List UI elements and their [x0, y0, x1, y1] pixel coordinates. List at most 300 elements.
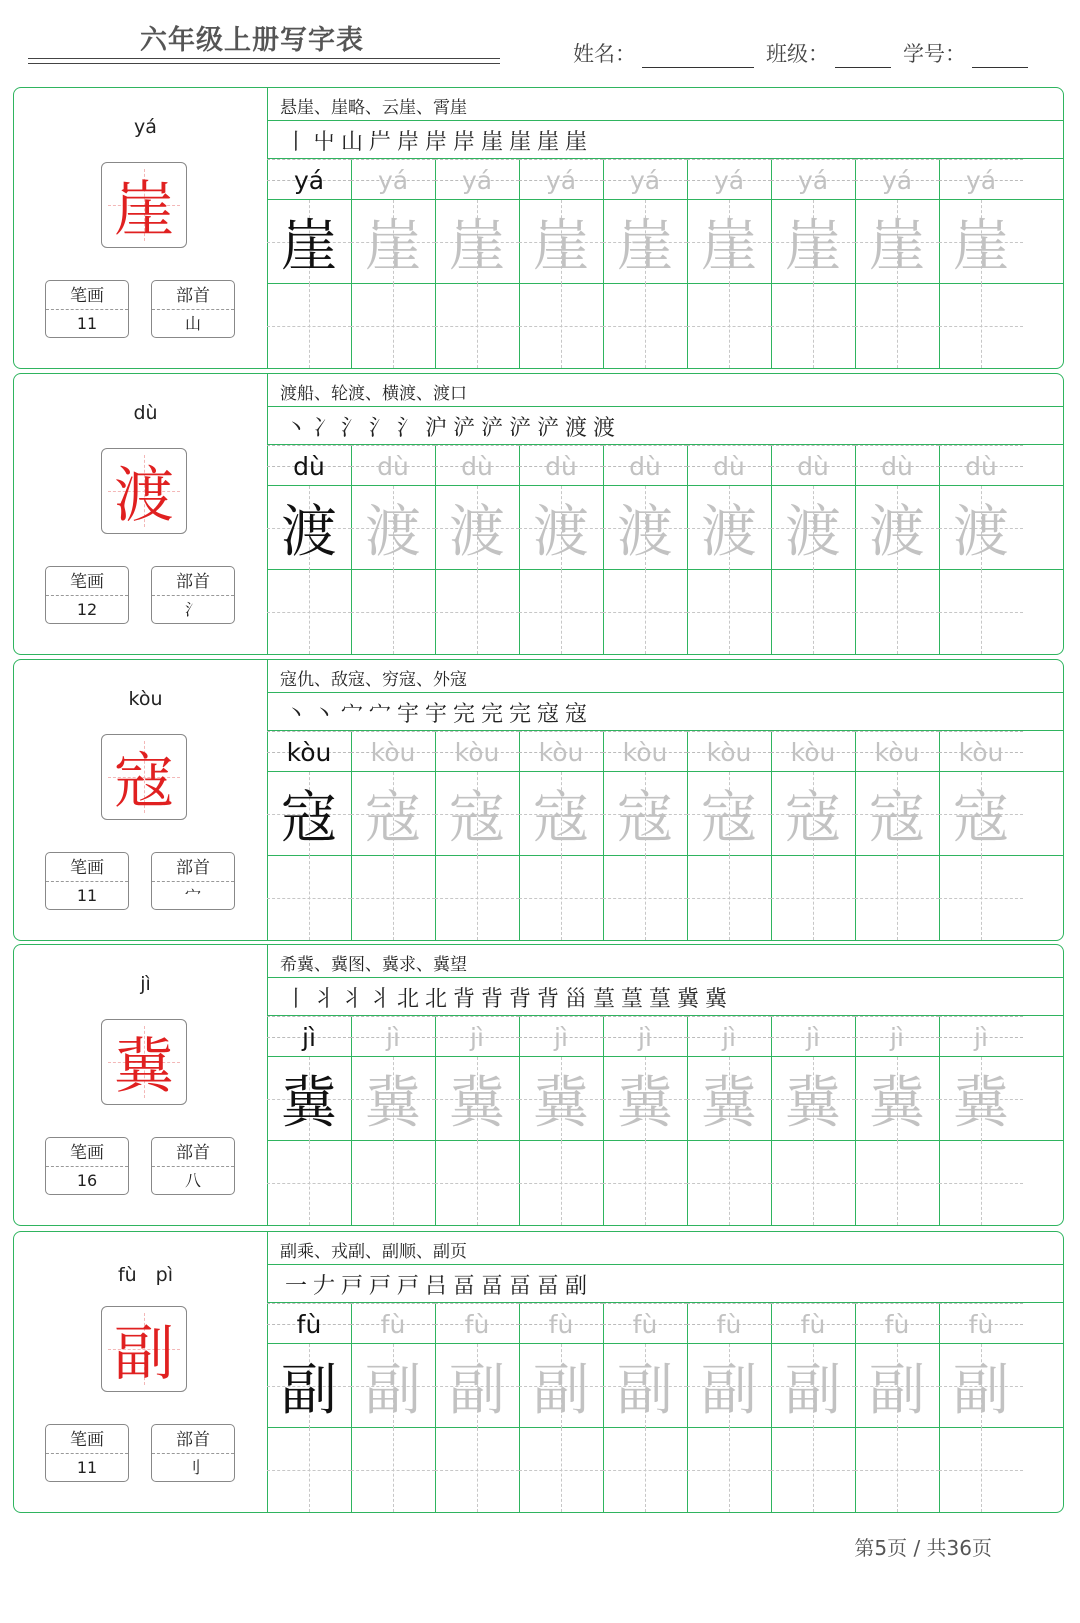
pinyin-practice-cell[interactable]	[435, 159, 519, 200]
stroke-step: 崖	[480, 130, 503, 155]
pinyin-practice-cell[interactable]	[939, 1303, 1023, 1344]
stroke-count-box	[45, 852, 129, 910]
blank-practice-cell[interactable]	[435, 1428, 519, 1512]
character-practice-cell[interactable]	[603, 1057, 687, 1141]
radical-label: 部首	[152, 1138, 234, 1167]
radical-box	[151, 852, 235, 910]
pinyin-trace: yá	[545, 166, 577, 195]
radical-box	[151, 1424, 235, 1482]
blank-practice-cell[interactable]	[435, 284, 519, 368]
radical-value: 山	[184, 314, 201, 333]
blank-practice-cell[interactable]	[351, 284, 435, 368]
character-practice-cell[interactable]	[939, 486, 1023, 570]
main-character: 冀	[114, 1032, 174, 1102]
stroke-step: 冀	[704, 987, 727, 1012]
character-trace: 副	[701, 1358, 757, 1423]
pinyin-practice-cell[interactable]	[687, 1016, 771, 1057]
character-practice-cell[interactable]	[351, 200, 435, 284]
blank-practice-cell[interactable]	[267, 1428, 351, 1512]
character-trace: 冀	[869, 1071, 925, 1136]
stroke-step: 岸	[396, 130, 419, 155]
character-practice-cell[interactable]	[939, 1057, 1023, 1141]
character-practice-cell[interactable]	[855, 1344, 939, 1428]
blank-practice-cell[interactable]	[771, 284, 855, 368]
character-card	[13, 1231, 1064, 1513]
blank-practice-cell[interactable]	[687, 284, 771, 368]
character-practice-cell[interactable]	[687, 200, 771, 284]
main-character: 渡	[114, 461, 174, 531]
pinyin-practice-cell[interactable]	[519, 1303, 603, 1344]
pinyin-practice-cell[interactable]	[687, 731, 771, 772]
stroke-step: 北	[424, 987, 447, 1012]
character-practice-cell[interactable]	[687, 1057, 771, 1141]
pinyin-practice-cell[interactable]	[267, 445, 351, 486]
word-examples: 寇仇、敌寇、穷寇、外寇	[280, 670, 467, 690]
character-practice-cell[interactable]	[267, 772, 351, 856]
character-trace: 副	[785, 1358, 841, 1423]
word-examples: 希冀、冀图、冀求、冀望	[280, 955, 467, 975]
stroke-count-value: 11	[76, 886, 98, 905]
pinyin-practice-cell[interactable]	[939, 445, 1023, 486]
pinyin-trace: yá	[965, 166, 997, 195]
pinyin-trace: dù	[629, 452, 661, 481]
character-trace: 渡	[953, 500, 1009, 565]
pinyin-practice-cell[interactable]	[603, 445, 687, 486]
stroke-count-box	[45, 280, 129, 338]
row-line	[267, 1264, 1063, 1265]
radical-value: 刂	[184, 1458, 201, 1477]
blank-practice-cell[interactable]	[435, 1141, 519, 1225]
pinyin-trace: jì	[806, 1023, 820, 1052]
stroke-step: 丬	[340, 987, 363, 1012]
stroke-step: 完	[508, 702, 531, 727]
character-trace: 副	[617, 1358, 673, 1423]
character-trace: 渡	[617, 500, 673, 565]
stroke-order	[282, 979, 730, 1013]
blank-practice-cell[interactable]	[855, 284, 939, 368]
pinyin-practice-cell[interactable]	[855, 1303, 939, 1344]
pinyin-trace: kòu	[622, 738, 668, 767]
stroke-step: 背	[536, 987, 559, 1012]
character-practice-cell[interactable]	[519, 1057, 603, 1141]
pinyin-practice-cell[interactable]	[519, 159, 603, 200]
character-practice-cell[interactable]	[435, 200, 519, 284]
stroke-step: 完	[480, 702, 503, 727]
character-info-panel	[14, 374, 277, 654]
pinyin-practice-cell[interactable]	[939, 159, 1023, 200]
character-practice-cell[interactable]	[855, 486, 939, 570]
stroke-step: 副	[564, 1274, 587, 1299]
stroke-count-box	[45, 566, 129, 624]
name-label: 姓名：	[573, 42, 636, 66]
stroke-step: 浐	[480, 416, 503, 441]
pinyin-trace: kòu	[454, 738, 500, 767]
pinyin-trace: yá	[293, 166, 325, 195]
character-trace: 寇	[701, 786, 757, 851]
character-practice-cell[interactable]	[351, 772, 435, 856]
pinyin-practice-cell[interactable]	[267, 1303, 351, 1344]
pinyin-practice-cell[interactable]	[771, 1016, 855, 1057]
character-practice-cell[interactable]	[267, 486, 351, 570]
stroke-count-label: 笔画	[46, 1138, 128, 1167]
pinyin-practice-cell[interactable]	[267, 1016, 351, 1057]
stroke-step: 宀	[340, 702, 363, 727]
pinyin-practice-cell[interactable]	[771, 445, 855, 486]
pinyin-trace: yá	[797, 166, 829, 195]
character-practice-cell[interactable]	[435, 1057, 519, 1141]
name-blank[interactable]	[642, 43, 754, 68]
stroke-step: 丨	[284, 130, 307, 155]
pinyin-practice-cell[interactable]	[939, 731, 1023, 772]
character-practice-cell[interactable]	[771, 486, 855, 570]
pinyin-practice-cell[interactable]	[267, 731, 351, 772]
pinyin-trace: dù	[293, 452, 325, 481]
stroke-count-box	[45, 1424, 129, 1482]
character-card	[13, 87, 1064, 369]
blank-practice-cell[interactable]	[855, 570, 939, 654]
row-line	[267, 406, 1063, 407]
pinyin-practice-cell[interactable]	[519, 1016, 603, 1057]
pinyin-practice-cell[interactable]	[519, 445, 603, 486]
blank-practice-cell[interactable]	[351, 1141, 435, 1225]
pinyin-practice-cell[interactable]	[435, 1016, 519, 1057]
pinyin-trace: fù	[968, 1310, 994, 1339]
word-examples: 副乘、戎副、副顺、副页	[280, 1242, 467, 1262]
stroke-order	[282, 408, 618, 442]
blank-practice-cell[interactable]	[267, 284, 351, 368]
pinyin-practice-cell[interactable]	[603, 1303, 687, 1344]
blank-practice-cell[interactable]	[687, 1141, 771, 1225]
pinyin-practice-cell[interactable]	[351, 1303, 435, 1344]
character-practice-cell[interactable]	[519, 486, 603, 570]
pinyin-practice-cell[interactable]	[603, 159, 687, 200]
blank-practice-cell[interactable]	[267, 570, 351, 654]
character-practice-cell[interactable]	[687, 772, 771, 856]
class-blank[interactable]	[835, 43, 891, 68]
character-info-panel	[14, 88, 277, 368]
blank-practice-cell[interactable]	[687, 1428, 771, 1512]
stroke-step: 畐	[536, 1274, 559, 1299]
blank-practice-cell[interactable]	[267, 1141, 351, 1225]
character-display-box	[101, 448, 187, 534]
character-trace: 渡	[449, 500, 505, 565]
pinyin-trace: dù	[797, 452, 829, 481]
stroke-step: 戸	[368, 1274, 391, 1299]
pinyin-trace: kòu	[790, 738, 836, 767]
character-practice-cell[interactable]	[771, 200, 855, 284]
blank-practice-cell[interactable]	[435, 570, 519, 654]
pinyin-practice-cell[interactable]	[771, 1303, 855, 1344]
pinyin-label: yá	[134, 116, 157, 138]
blank-practice-cell[interactable]	[603, 284, 687, 368]
main-character: 副	[114, 1319, 174, 1389]
row-line	[267, 977, 1063, 978]
pinyin-trace: kòu	[538, 738, 584, 767]
pinyin-trace: dù	[965, 452, 997, 481]
stroke-step: 吕	[424, 1274, 447, 1299]
character-practice-cell[interactable]	[267, 200, 351, 284]
blank-practice-cell[interactable]	[519, 570, 603, 654]
character-practice-cell[interactable]	[351, 1057, 435, 1141]
pinyin-trace: kòu	[706, 738, 752, 767]
pinyin-practice-cell[interactable]	[855, 159, 939, 200]
pinyin-practice-cell[interactable]	[435, 1303, 519, 1344]
stroke-step: 一	[284, 1274, 307, 1299]
pinyin-trace: fù	[464, 1310, 490, 1339]
pinyin-trace: jì	[554, 1023, 568, 1052]
stroke-step: 氵	[368, 416, 391, 441]
stroke-step: 北	[396, 987, 419, 1012]
pinyin-label: kòu	[128, 688, 163, 710]
character-trace: 崖	[701, 214, 757, 279]
character-trace: 副	[953, 1358, 1009, 1423]
stroke-step: 背	[508, 987, 531, 1012]
student-id-label: 学号：	[903, 42, 966, 66]
page-number: 第5页 / 共36页	[854, 1536, 992, 1560]
character-trace: 副	[365, 1358, 421, 1423]
blank-practice-cell[interactable]	[771, 1141, 855, 1225]
blank-practice-cell[interactable]	[855, 1428, 939, 1512]
character-practice-cell[interactable]	[771, 1344, 855, 1428]
blank-practice-cell[interactable]	[939, 284, 1023, 368]
pinyin-practice-cell[interactable]	[351, 445, 435, 486]
pinyin-trace: jì	[722, 1023, 736, 1052]
class-field[interactable]	[766, 38, 891, 68]
blank-practice-cell[interactable]	[687, 570, 771, 654]
pinyin-practice-cell[interactable]	[351, 731, 435, 772]
blank-practice-cell[interactable]	[351, 856, 435, 940]
pinyin-trace: dù	[377, 452, 409, 481]
blank-practice-cell[interactable]	[519, 856, 603, 940]
blank-practice-cell[interactable]	[939, 856, 1023, 940]
character-trace: 冀	[953, 1071, 1009, 1136]
pinyin-trace: jì	[638, 1023, 652, 1052]
pinyin-practice-cell[interactable]	[771, 159, 855, 200]
character-practice-cell[interactable]	[603, 200, 687, 284]
character-trace: 崖	[533, 214, 589, 279]
blank-practice-cell[interactable]	[771, 570, 855, 654]
stroke-count-label: 笔画	[46, 853, 128, 882]
character-practice-cell[interactable]	[939, 772, 1023, 856]
word-examples: 渡船、轮渡、横渡、渡口	[280, 384, 467, 404]
stroke-step: 葟	[592, 987, 615, 1012]
pinyin-practice-cell[interactable]	[771, 731, 855, 772]
stroke-count-box	[45, 1137, 129, 1195]
character-trace: 寇	[281, 786, 337, 851]
character-trace: 渡	[365, 500, 421, 565]
blank-practice-cell[interactable]	[603, 1428, 687, 1512]
pinyin-practice-cell[interactable]	[855, 1016, 939, 1057]
character-practice-cell[interactable]	[267, 1057, 351, 1141]
stroke-step: 崖	[536, 130, 559, 155]
stroke-step: 冀	[676, 987, 699, 1012]
character-trace: 崖	[953, 214, 1009, 279]
blank-practice-cell[interactable]	[351, 1428, 435, 1512]
character-display-box	[101, 1019, 187, 1105]
pinyin-practice-cell[interactable]	[603, 1016, 687, 1057]
pinyin-practice-cell[interactable]	[603, 731, 687, 772]
radical-value: 宀	[184, 886, 201, 905]
character-practice-cell[interactable]	[351, 486, 435, 570]
character-practice-cell[interactable]	[603, 772, 687, 856]
character-trace: 渡	[701, 500, 757, 565]
character-practice-cell[interactable]	[519, 772, 603, 856]
pinyin-practice-cell[interactable]	[855, 731, 939, 772]
stroke-step: 山	[340, 130, 363, 155]
blank-practice-cell[interactable]	[939, 1428, 1023, 1512]
pinyin-practice-cell[interactable]	[687, 1303, 771, 1344]
stroke-step: 畐	[480, 1274, 503, 1299]
character-info-panel	[14, 660, 277, 940]
character-trace: 寇	[365, 786, 421, 851]
pinyin-practice-cell[interactable]	[351, 1016, 435, 1057]
pinyin-practice-cell[interactable]	[351, 159, 435, 200]
character-practice-cell[interactable]	[939, 1344, 1023, 1428]
stroke-step: 屮	[312, 130, 335, 155]
stroke-step: 丨	[284, 987, 307, 1012]
radical-value: 八	[184, 1171, 201, 1190]
character-practice-cell[interactable]	[771, 772, 855, 856]
blank-practice-cell[interactable]	[855, 856, 939, 940]
blank-practice-cell[interactable]	[771, 1428, 855, 1512]
character-practice-cell[interactable]	[435, 772, 519, 856]
main-character: 崖	[114, 175, 174, 245]
pinyin-practice-cell[interactable]	[687, 445, 771, 486]
pinyin-practice-cell[interactable]	[855, 445, 939, 486]
pinyin-trace: fù	[380, 1310, 406, 1339]
character-trace: 崖	[869, 214, 925, 279]
blank-practice-cell[interactable]	[603, 570, 687, 654]
character-practice-cell[interactable]	[855, 200, 939, 284]
main-character: 寇	[114, 747, 174, 817]
row-line	[267, 692, 1063, 693]
pinyin-trace: kòu	[286, 738, 332, 767]
character-practice-cell[interactable]	[855, 772, 939, 856]
stroke-step: 渡	[564, 416, 587, 441]
pinyin-trace: jì	[974, 1023, 988, 1052]
character-trace: 崖	[449, 214, 505, 279]
stroke-step: 浐	[508, 416, 531, 441]
character-practice-cell[interactable]	[519, 200, 603, 284]
pinyin-practice-cell[interactable]	[435, 445, 519, 486]
pinyin-trace: fù	[884, 1310, 910, 1339]
character-trace: 冀	[281, 1071, 337, 1136]
word-examples: 悬崖、崖略、云崖、霄崖	[280, 98, 467, 118]
student-id-blank[interactable]	[972, 43, 1028, 68]
blank-practice-cell[interactable]	[603, 1141, 687, 1225]
character-trace: 冀	[617, 1071, 673, 1136]
character-trace: 寇	[785, 786, 841, 851]
blank-practice-cell[interactable]	[519, 284, 603, 368]
character-trace: 寇	[953, 786, 1009, 851]
blank-practice-cell[interactable]	[435, 856, 519, 940]
pinyin-trace: yá	[377, 166, 409, 195]
character-trace: 崖	[365, 214, 421, 279]
radical-label: 部首	[152, 1425, 234, 1454]
character-practice-cell[interactable]	[603, 486, 687, 570]
stroke-step: 寇	[564, 702, 587, 727]
character-practice-cell[interactable]	[435, 1344, 519, 1428]
character-practice-cell[interactable]	[351, 1344, 435, 1428]
character-practice-cell[interactable]	[687, 1344, 771, 1428]
stroke-step: 丬	[312, 987, 335, 1012]
stroke-step: 岸	[452, 130, 475, 155]
blank-practice-cell[interactable]	[939, 1141, 1023, 1225]
blank-practice-cell[interactable]	[855, 1141, 939, 1225]
character-trace: 崖	[785, 214, 841, 279]
stroke-step: 畐	[508, 1274, 531, 1299]
stroke-count-value: 11	[76, 1458, 98, 1477]
character-trace: 冀	[449, 1071, 505, 1136]
pinyin-trace: kòu	[958, 738, 1004, 767]
blank-practice-cell[interactable]	[771, 856, 855, 940]
character-practice-cell[interactable]	[603, 1344, 687, 1428]
pinyin-practice-cell[interactable]	[267, 159, 351, 200]
character-trace: 冀	[701, 1071, 757, 1136]
character-practice-cell[interactable]	[519, 1344, 603, 1428]
blank-practice-cell[interactable]	[519, 1428, 603, 1512]
stroke-step: 戸	[396, 1274, 419, 1299]
blank-practice-cell[interactable]	[267, 856, 351, 940]
pinyin-trace: yá	[713, 166, 745, 195]
blank-practice-cell[interactable]	[687, 856, 771, 940]
pinyin-trace: fù	[716, 1310, 742, 1339]
stroke-step: 沪	[424, 416, 447, 441]
character-practice-cell[interactable]	[687, 486, 771, 570]
stroke-step: 宇	[396, 702, 419, 727]
radical-label: 部首	[152, 281, 234, 310]
pinyin-label: dù	[133, 402, 158, 424]
character-practice-cell[interactable]	[939, 200, 1023, 284]
blank-practice-cell[interactable]	[351, 570, 435, 654]
name-field[interactable]	[573, 38, 754, 68]
character-trace: 崖	[281, 214, 337, 279]
stroke-step: 𠂇	[312, 1274, 335, 1299]
character-practice-cell[interactable]	[855, 1057, 939, 1141]
pinyin-practice-cell[interactable]	[519, 731, 603, 772]
blank-practice-cell[interactable]	[519, 1141, 603, 1225]
row-line	[267, 120, 1063, 121]
character-trace: 崖	[617, 214, 673, 279]
student-id-field[interactable]	[903, 38, 1028, 68]
radical-value: 氵	[184, 600, 201, 619]
stroke-step: 浐	[536, 416, 559, 441]
pinyin-practice-cell[interactable]	[939, 1016, 1023, 1057]
character-practice-cell[interactable]	[771, 1057, 855, 1141]
character-trace: 寇	[533, 786, 589, 851]
pinyin-practice-cell[interactable]	[435, 731, 519, 772]
stroke-step: 宀	[368, 702, 391, 727]
pinyin-practice-cell[interactable]	[687, 159, 771, 200]
stroke-order	[282, 694, 590, 728]
blank-practice-cell[interactable]	[603, 856, 687, 940]
character-trace: 寇	[617, 786, 673, 851]
character-display-box	[101, 162, 187, 248]
character-practice-cell[interactable]	[435, 486, 519, 570]
pinyin-trace: dù	[881, 452, 913, 481]
stroke-step: 丶	[284, 702, 307, 727]
stroke-step: 冫	[312, 416, 335, 441]
character-practice-cell[interactable]	[267, 1344, 351, 1428]
pinyin-trace: fù	[296, 1310, 322, 1339]
stroke-step: 岸	[424, 130, 447, 155]
title-underline	[28, 58, 500, 59]
blank-practice-cell[interactable]	[939, 570, 1023, 654]
pinyin-trace: dù	[461, 452, 493, 481]
stroke-order	[282, 122, 590, 156]
character-trace: 渡	[281, 500, 337, 565]
stroke-order	[282, 1266, 590, 1300]
